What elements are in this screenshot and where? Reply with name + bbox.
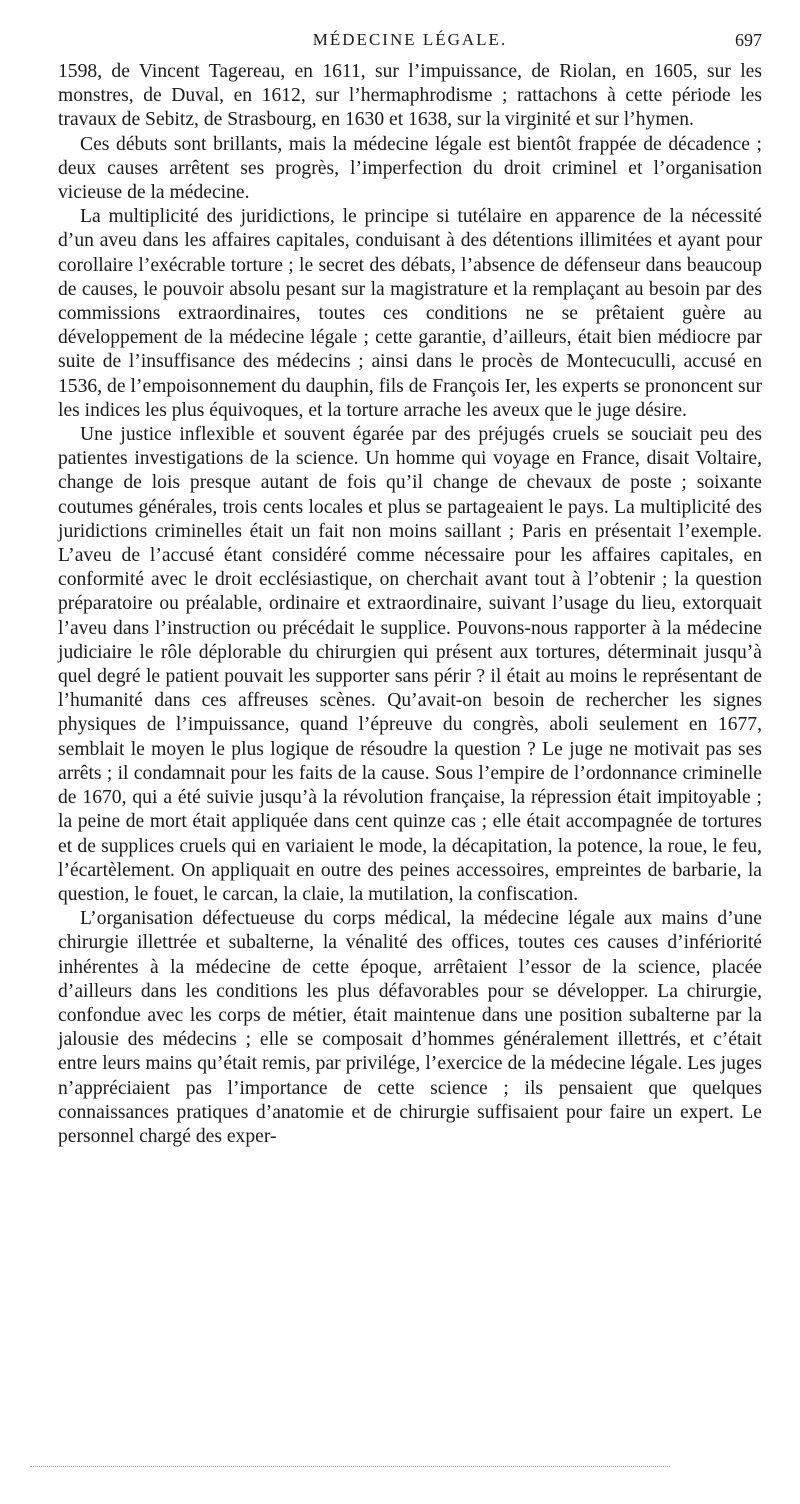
paragraph: Ces débuts sont brillants, mais la médecine légale est bientôt frappée de décadence ; deux causes arrêtent ses progrès, l’imperfection du droit criminel et l’organisation vicieuse de la médecine. (58, 133, 762, 204)
footer-dotted-rule (30, 1466, 670, 1467)
running-title: MÉDECINE LÉGALE. (312, 30, 508, 49)
paragraph-continuation: 1598, de Vincent Tagereau, en 1611, sur l’impuissance, de Riolan, en 1605, sur les monstres, de Duval, en 1612, sur l’hermaphrodisme ; rattachons à cette période les travaux de Sebitz, de Strasbourg, en 1630 et 1638, sur la virginité et sur l’hymen. (58, 61, 762, 131)
paragraph: La multiplicité des juridictions, le principe si tutélaire en apparence de la nécessité d’un aveu dans les affaires capitales, conduisant à des détentions illimitées et ayant pour corollaire l’exécrable torture ; le secret des débats, l’absence de défenseur dans beaucoup de causes, le pouvoir absolu pesant sur la magistrature et la remplaçant au besoin par des commissions extraordinaires, toutes ces conditions ne se prêtaient guère au développement de la médecine légale ; cette garantie, d’ailleurs, était bien médiocre par suite de l’insuffisance des médecins ; ainsi dans le procès de Montecuculli, accusé en 1536, de l’empoisonnement du dauphin, fils de François Ier, les experts se prononcent sur les indices les plus équivoques, et la torture arrache les aveux que le juge désire. (58, 206, 762, 421)
running-header (58, 30, 762, 60)
paragraph: Une justice inflexible et souvent égarée par des préjugés cruels se souciait peu des patientes investigations de la science. Un homme qui voyage en France, disait Voltaire, change de lois presque autant de fois qu’il change de chevaux de poste ; soixante coutumes générales, trois cents locales et plus se partageaient le pays. La multiplicité des juridictions criminelles était un fait non moins saillant ; Paris en présentait l’exemple. L’aveu de l’accusé étant considéré comme nécessaire pour les affaires capitales, en conformité avec le droit ecclésiastique, on cherchait avant tout à l’obtenir ; la question préparatoire ou préalable, ordinaire et extraordinaire, suivant l’usage du lieu, extorquait l’aveu dans l’instruction ou précédait le supplice. Pouvons-nous rapporter à la médecine judiciaire le rôle déplorable du chirurgien qui présent aux tortures, déterminait jusqu’à quel degré le patient pouvait les supporter sans périr ? il était au moins le représentant de l’humanité dans ces affreuses scènes. Qu’avait-on besoin de rechercher les signes physiques de l’impuissance, quand l’épreuve du congrès, aboli seulement en 1677, semblait le moyen le plus logique de résoudre la question ? Le juge ne motivait pas ses arrêts ; il condamnait pour les faits de la cause. Sous l’empire de l’ordonnance criminelle de 1670, qui a été suivie jusqu’à la révolution française, la répression était impitoyable ; la peine de mort était appliquée dans cent quinze cas ; elle était accompagnée de tortures et de supplices cruels qui en variaient le mode, la décapitation, la potence, la roue, le feu, l’écartèlement. On appliquait en outre des peines accessoires, empreintes de barbarie, la question, le fouet, le carcan, la claie, la mutilation, la confiscation. (58, 424, 762, 905)
page-number: 697 (735, 30, 762, 50)
body-text (58, 60, 762, 1149)
paragraph: L’organisation défectueuse du corps médical, la médecine légale aux mains d’une chirurgie illettrée et subalterne, la vénalité des offices, toutes ces causes d’infériorité inhérentes à la médecine de cette époque, arrêtaient l’essor de la science, placée d’ailleurs dans les conditions les plus défavorables pour se développer. La chirurgie, confondue avec les corps de métier, était maintenue dans une position subalterne par la jalousie des médecins ; elle se composait d’hommes généralement illettrés, et c’était entre leurs mains qu’était remis, par privilége, l’exercice de la médecine légale. Les juges n’appréciaient pas l’importance de cette science ; ils pensaient que quelques connaissances pratiques d’anatomie et de chirurgie suffisaient pour faire un expert. Le personnel chargé des exper- (58, 908, 762, 1147)
